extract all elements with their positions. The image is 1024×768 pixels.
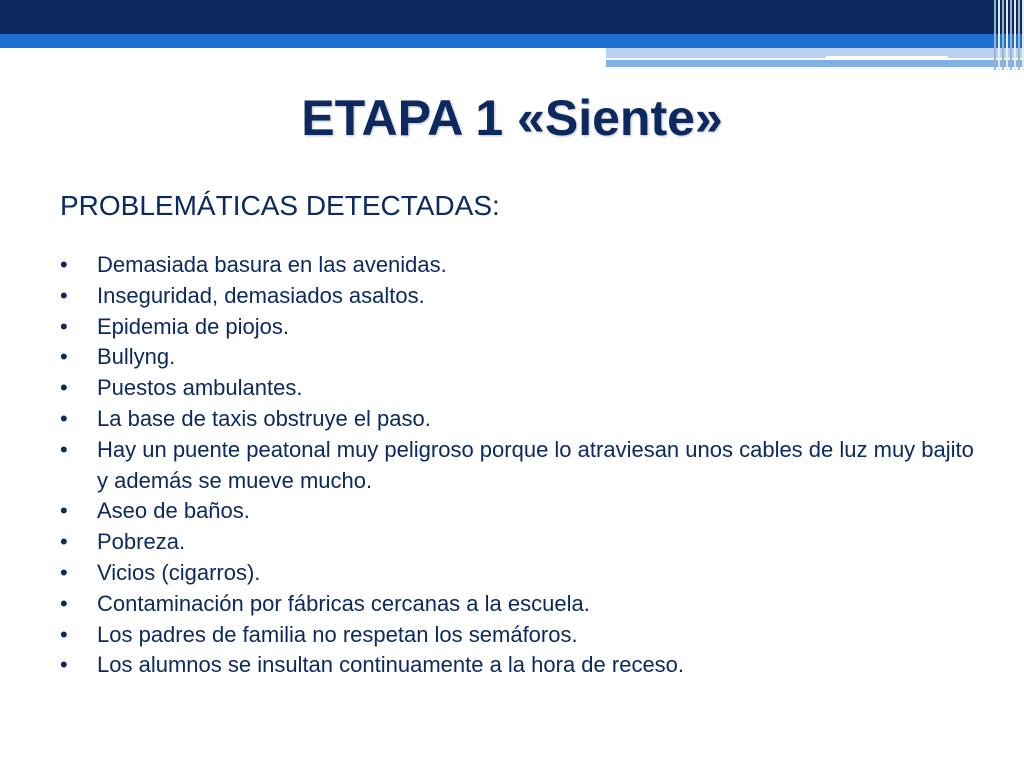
list-item-text: Demasiada basura en las avenidas. bbox=[97, 252, 447, 277]
slide-title: ETAPA 1 «Siente» bbox=[301, 90, 723, 146]
bullet-icon: • bbox=[60, 498, 68, 524]
list-item-text: Contaminación por fábricas cercanas a la escuela. bbox=[97, 590, 590, 616]
header-accent-line bbox=[826, 56, 948, 58]
list-item bbox=[60, 589, 980, 620]
list-item bbox=[60, 342, 980, 373]
list-item bbox=[60, 281, 980, 312]
bullet-icon: • bbox=[60, 252, 68, 277]
list-item-text: Aseo de baños. bbox=[97, 498, 250, 524]
list-item-text: Inseguridad, demasiados asaltos. bbox=[97, 282, 425, 308]
list-item-text: Los padres de familia no respetan los semáforos. bbox=[97, 621, 578, 647]
bullet-icon: • bbox=[60, 282, 68, 308]
bullet-icon: • bbox=[60, 436, 68, 462]
bullet-icon: • bbox=[60, 344, 68, 370]
list-item bbox=[60, 404, 980, 435]
list-item bbox=[60, 373, 980, 404]
list-item bbox=[60, 620, 980, 651]
bullet-icon: • bbox=[60, 313, 68, 339]
header-band-light bbox=[606, 48, 1024, 58]
list-item-text: Puestos ambulantes. bbox=[97, 375, 303, 401]
header-band-blue bbox=[0, 34, 1024, 48]
list-item bbox=[60, 558, 980, 589]
bullet-icon: • bbox=[60, 375, 68, 401]
header-stripes bbox=[994, 0, 1024, 70]
bullet-icon: • bbox=[60, 590, 68, 616]
bullet-icon: • bbox=[60, 559, 68, 585]
list-item-text: Pobreza. bbox=[97, 529, 186, 555]
list-item bbox=[60, 250, 980, 281]
slide-content bbox=[60, 186, 980, 681]
list-item-text: Hay un puente peatonal muy peligroso porque lo atraviesan unos cables de luz muy bajito y además se mueve mucho. bbox=[97, 436, 974, 493]
list-item bbox=[60, 435, 980, 497]
problem-list bbox=[60, 250, 980, 681]
bullet-icon: • bbox=[60, 529, 68, 555]
list-item bbox=[60, 527, 980, 558]
list-item bbox=[60, 496, 980, 527]
bullet-icon: • bbox=[60, 405, 68, 431]
list-item-text: Epidemia de piojos. bbox=[97, 313, 290, 339]
list-item bbox=[60, 650, 980, 681]
section-heading: PROBLEMÁTICAS DETECTADAS: bbox=[60, 190, 500, 221]
list-item-text: Vicios (cigarros). bbox=[97, 559, 261, 585]
bullet-icon: • bbox=[60, 652, 68, 678]
list-item-text: Bullyng. bbox=[97, 344, 176, 370]
bullet-icon: • bbox=[60, 621, 68, 647]
header-band-dark bbox=[0, 0, 1024, 34]
list-item-text: La base de taxis obstruye el paso. bbox=[97, 405, 431, 431]
list-item bbox=[60, 312, 980, 343]
header-band-light-secondary bbox=[606, 60, 1024, 67]
list-item-text: Los alumnos se insultan continuamente a la hora de receso. bbox=[97, 652, 685, 678]
